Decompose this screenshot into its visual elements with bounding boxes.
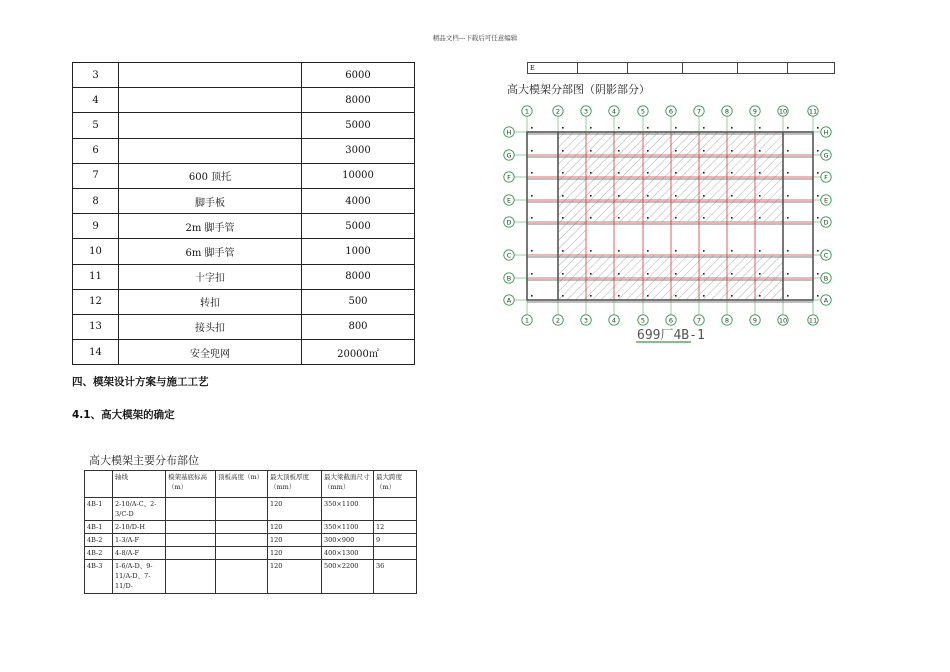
- material-no-cell: 10: [73, 239, 119, 264]
- axis-label-column: 6: [668, 107, 674, 116]
- material-no-cell: 11: [73, 264, 119, 289]
- column-mark: [759, 273, 761, 275]
- column-mark: [675, 127, 677, 129]
- column-mark: [562, 273, 564, 275]
- material-name-cell: [119, 138, 302, 163]
- column-mark: [590, 273, 592, 275]
- column-mark: [562, 295, 564, 297]
- distribution-header-cell: [85, 471, 113, 498]
- material-qty-cell: 8000: [302, 88, 415, 113]
- axis-label-column: 2: [555, 316, 561, 325]
- section-4-1-heading: 4.1、高大模架的确定: [72, 409, 175, 421]
- distribution-header-cell: 轴线: [113, 471, 166, 498]
- distribution-cell: 12: [374, 521, 417, 534]
- section-4-heading: 四、模架设计方案与施工工艺: [72, 376, 209, 388]
- distribution-row: [85, 534, 417, 547]
- column-mark: [590, 150, 592, 152]
- material-qty-cell: 20000㎡: [302, 340, 415, 365]
- axis-label-column: 1: [524, 107, 530, 116]
- axis-label-column: 9: [752, 316, 758, 325]
- column-mark: [675, 295, 677, 297]
- distribution-cell: 500×2200: [322, 560, 374, 593]
- distribution-cell: 1-3/A-F: [113, 534, 166, 547]
- top-strip-cell: [578, 63, 628, 74]
- material-no-cell: 12: [73, 289, 119, 314]
- column-mark: [647, 273, 649, 275]
- column-mark: [731, 295, 733, 297]
- distribution-cell: 4B-1: [85, 498, 113, 521]
- distribution-header-cell: 最大梁截面尺寸（mm）: [322, 471, 374, 498]
- material-no-cell: 7: [73, 163, 119, 188]
- column-mark: [647, 150, 649, 152]
- material-row: [73, 264, 415, 289]
- column-mark: [731, 195, 733, 197]
- page-header: 精品文档---下载后可任意编辑: [432, 34, 518, 42]
- axis-label-column: 5: [640, 316, 646, 325]
- distribution-cell: 120: [268, 560, 322, 593]
- column-mark: [590, 172, 592, 174]
- column-mark: [817, 150, 819, 152]
- column-mark: [731, 127, 733, 129]
- hatched-region: [558, 255, 783, 300]
- column-mark: [759, 295, 761, 297]
- axis-label-column: 5: [640, 107, 646, 116]
- column-mark: [562, 195, 564, 197]
- axis-label-row: C: [506, 251, 512, 260]
- column-mark: [531, 172, 533, 174]
- column-mark: [731, 250, 733, 252]
- material-name-cell: [119, 88, 302, 113]
- column-mark: [787, 217, 789, 219]
- column-mark: [647, 127, 649, 129]
- axis-label-row: A: [506, 296, 512, 305]
- column-mark: [531, 217, 533, 219]
- axis-label-column: 2: [555, 107, 561, 116]
- top-strip-cell: [683, 63, 738, 74]
- axis-label-column: 3: [583, 316, 589, 325]
- column-mark: [703, 273, 705, 275]
- column-mark: [647, 172, 649, 174]
- distribution-table: [84, 470, 417, 594]
- distribution-cell: 1-6/A-D、9-11/A-D、7-11/D-: [113, 560, 166, 593]
- axis-label-column: 4: [611, 316, 617, 325]
- column-mark: [647, 195, 649, 197]
- column-mark: [817, 195, 819, 197]
- column-mark: [817, 273, 819, 275]
- top-strip-cell: [788, 63, 835, 74]
- axis-label-column: 8: [724, 107, 730, 116]
- distribution-cell: 2-10/A-C、2-3/C-D: [113, 498, 166, 521]
- column-mark: [759, 150, 761, 152]
- column-mark: [787, 195, 789, 197]
- distribution-header-cell: 最大顶板厚度（mm）: [268, 471, 322, 498]
- column-mark: [759, 195, 761, 197]
- column-mark: [618, 273, 620, 275]
- column-mark: [675, 172, 677, 174]
- material-row: [73, 214, 415, 239]
- axis-label-column: 3: [583, 107, 589, 116]
- column-mark: [590, 195, 592, 197]
- column-mark: [731, 273, 733, 275]
- column-mark: [787, 150, 789, 152]
- axis-label-column: 7: [696, 107, 702, 116]
- column-mark: [675, 250, 677, 252]
- column-mark: [731, 217, 733, 219]
- column-mark: [531, 295, 533, 297]
- column-mark: [675, 273, 677, 275]
- distribution-table-caption: 高大模架主要分布部位: [89, 454, 199, 467]
- distribution-header-cell: 模架基底标高（m）: [166, 471, 216, 498]
- material-name-cell: 接头扣: [119, 314, 302, 339]
- axis-label-row: E: [506, 196, 512, 205]
- top-strip-table: [527, 62, 835, 74]
- material-qty-cell: 1000: [302, 239, 415, 264]
- distribution-cell: 4B-2: [85, 547, 113, 560]
- axis-label-row: C: [823, 251, 829, 260]
- column-mark: [618, 172, 620, 174]
- axis-label-column: 10: [778, 107, 788, 116]
- column-mark: [675, 195, 677, 197]
- distribution-cell: 120: [268, 534, 322, 547]
- distribution-cell: 4B-3: [85, 560, 113, 593]
- column-mark: [562, 127, 564, 129]
- column-mark: [703, 295, 705, 297]
- column-mark: [590, 295, 592, 297]
- material-table: [72, 62, 415, 365]
- material-name-cell: 6m 脚手管: [119, 239, 302, 264]
- distribution-header-cell: 最大跨度（m）: [374, 471, 417, 498]
- column-mark: [618, 295, 620, 297]
- column-mark: [531, 273, 533, 275]
- column-mark: [759, 217, 761, 219]
- axis-label-column: 8: [724, 316, 730, 325]
- material-qty-cell: 8000: [302, 264, 415, 289]
- column-mark: [562, 150, 564, 152]
- material-no-cell: 8: [73, 188, 119, 213]
- column-mark: [703, 127, 705, 129]
- material-qty-cell: 5000: [302, 113, 415, 138]
- axis-label-row: B: [823, 274, 829, 283]
- column-mark: [759, 250, 761, 252]
- column-mark: [618, 150, 620, 152]
- column-mark: [787, 127, 789, 129]
- column-mark: [531, 250, 533, 252]
- axis-label-column: 10: [778, 316, 788, 325]
- distribution-cell: [166, 560, 216, 593]
- column-mark: [590, 127, 592, 129]
- column-mark: [817, 127, 819, 129]
- material-row: [73, 340, 415, 365]
- column-mark: [647, 250, 649, 252]
- axis-label-row: F: [507, 173, 511, 182]
- material-no-cell: 13: [73, 314, 119, 339]
- column-mark: [703, 250, 705, 252]
- column-mark: [703, 150, 705, 152]
- column-mark: [618, 250, 620, 252]
- distribution-cell: 350×1100: [322, 521, 374, 534]
- plan-number-label: 699厂4B-1: [637, 328, 705, 343]
- distribution-header-row: [85, 471, 417, 498]
- column-mark: [590, 250, 592, 252]
- distribution-cell: 36: [374, 560, 417, 593]
- axis-label-row: H: [506, 128, 512, 137]
- distribution-cell: [216, 547, 268, 560]
- distribution-cell: [166, 521, 216, 534]
- axis-label-column: 1: [524, 316, 530, 325]
- distribution-row: [85, 498, 417, 521]
- material-row: [73, 188, 415, 213]
- column-mark: [817, 172, 819, 174]
- material-row: [73, 289, 415, 314]
- distribution-row: [85, 560, 417, 593]
- column-mark: [618, 127, 620, 129]
- axis-label-row: A: [823, 296, 829, 305]
- top-strip-cell-label: E: [528, 63, 578, 74]
- material-name-cell: 脚手板: [119, 188, 302, 213]
- axis-label-row: D: [823, 218, 829, 227]
- column-mark: [531, 127, 533, 129]
- material-row: [73, 113, 415, 138]
- column-mark: [531, 150, 533, 152]
- material-qty-cell: 6000: [302, 63, 415, 88]
- column-mark: [703, 172, 705, 174]
- axis-label-row: H: [823, 128, 829, 137]
- column-mark: [590, 217, 592, 219]
- axis-label-row: F: [824, 173, 828, 182]
- axis-label-row: E: [823, 196, 829, 205]
- material-name-cell: 十字扣: [119, 264, 302, 289]
- column-mark: [703, 195, 705, 197]
- material-row: [73, 314, 415, 339]
- material-name-cell: 2m 脚手管: [119, 214, 302, 239]
- distribution-cell: 2-10/D-H: [113, 521, 166, 534]
- distribution-cell: 120: [268, 547, 322, 560]
- distribution-cell: [374, 547, 417, 560]
- column-mark: [647, 217, 649, 219]
- column-mark: [703, 217, 705, 219]
- column-mark: [675, 217, 677, 219]
- material-no-cell: 4: [73, 88, 119, 113]
- material-qty-cell: 500: [302, 289, 415, 314]
- column-mark: [731, 150, 733, 152]
- material-qty-cell: 10000: [302, 163, 415, 188]
- column-mark: [817, 217, 819, 219]
- column-mark: [817, 250, 819, 252]
- material-qty-cell: 3000: [302, 138, 415, 163]
- axis-label-column: 9: [752, 107, 758, 116]
- axis-label-column: 6: [668, 316, 674, 325]
- material-row: [73, 88, 415, 113]
- distribution-header-cell: 顶板高度（m）: [216, 471, 268, 498]
- axis-label-column: 11: [808, 316, 818, 325]
- plan-caption: 高大模架分部图（阴影部分）: [507, 83, 650, 96]
- material-qty-cell: 5000: [302, 214, 415, 239]
- top-strip-cell: [628, 63, 683, 74]
- material-name-cell: 600 顶托: [119, 163, 302, 188]
- distribution-cell: 120: [268, 521, 322, 534]
- axis-label-row: G: [823, 151, 829, 160]
- distribution-cell: [216, 560, 268, 593]
- distribution-cell: 300×900: [322, 534, 374, 547]
- axis-label-column: 11: [808, 107, 818, 116]
- material-row: [73, 163, 415, 188]
- axis-label-row: D: [506, 218, 512, 227]
- material-name-cell: [119, 63, 302, 88]
- distribution-cell: 4B-1: [85, 521, 113, 534]
- axis-label-row: B: [506, 274, 512, 283]
- column-mark: [562, 217, 564, 219]
- material-no-cell: 14: [73, 340, 119, 365]
- distribution-cell: 4B-2: [85, 534, 113, 547]
- distribution-cell: [166, 534, 216, 547]
- material-row: [73, 138, 415, 163]
- column-mark: [675, 150, 677, 152]
- formwork-plan-drawing: [495, 100, 840, 345]
- distribution-cell: [216, 498, 268, 521]
- distribution-cell: 9: [374, 534, 417, 547]
- material-no-cell: 5: [73, 113, 119, 138]
- column-mark: [647, 295, 649, 297]
- material-row: [73, 63, 415, 88]
- distribution-cell: [166, 498, 216, 521]
- axis-label-column: 7: [696, 316, 702, 325]
- distribution-row: [85, 547, 417, 560]
- column-mark: [531, 195, 533, 197]
- material-name-cell: [119, 113, 302, 138]
- column-mark: [787, 172, 789, 174]
- material-no-cell: 6: [73, 138, 119, 163]
- column-mark: [787, 250, 789, 252]
- column-mark: [618, 217, 620, 219]
- column-mark: [618, 195, 620, 197]
- top-strip-cell: [738, 63, 788, 74]
- material-qty-cell: 4000: [302, 188, 415, 213]
- material-name-cell: 转扣: [119, 289, 302, 314]
- axis-label-column: 4: [611, 107, 617, 116]
- column-mark: [759, 127, 761, 129]
- distribution-cell: [216, 521, 268, 534]
- material-qty-cell: 800: [302, 314, 415, 339]
- material-no-cell: 3: [73, 63, 119, 88]
- distribution-row: [85, 521, 417, 534]
- column-mark: [787, 273, 789, 275]
- distribution-cell: [166, 547, 216, 560]
- distribution-cell: [216, 534, 268, 547]
- column-mark: [562, 172, 564, 174]
- distribution-cell: 120: [268, 498, 322, 521]
- distribution-cell: 4-8/A-F: [113, 547, 166, 560]
- column-mark: [787, 295, 789, 297]
- material-row: [73, 239, 415, 264]
- distribution-cell: 350×1100: [322, 498, 374, 521]
- column-mark: [759, 172, 761, 174]
- axis-label-row: G: [506, 151, 512, 160]
- distribution-cell: [374, 498, 417, 521]
- column-mark: [817, 295, 819, 297]
- distribution-cell: 400×1300: [322, 547, 374, 560]
- column-mark: [731, 172, 733, 174]
- column-mark: [562, 250, 564, 252]
- material-name-cell: 安全兜网: [119, 340, 302, 365]
- material-no-cell: 9: [73, 214, 119, 239]
